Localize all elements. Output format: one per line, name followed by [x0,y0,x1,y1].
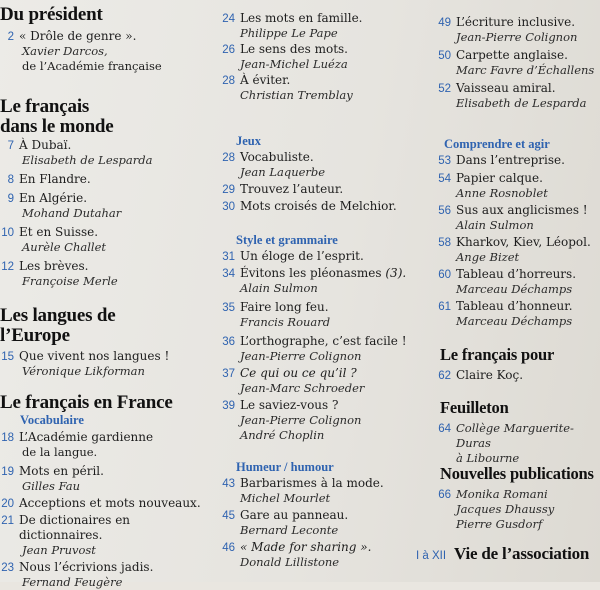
page-number: 12 [1,261,14,273]
entry-title: Carpette anglaise. [456,48,568,62]
entry-title: Le sens des mots. [240,42,348,56]
entry-title: En Algérie. [19,191,88,205]
toc-entry[interactable] [216,334,426,349]
toc-entry[interactable] [216,182,426,197]
entry-title: Que vivent nos langues ! [19,349,170,363]
entry-author: Jean-Michel Luéza [240,57,348,71]
entry-author: Elisabeth de Lesparda [456,96,587,110]
page-number: 18 [1,432,14,444]
entry-title: En Flandre. [19,172,91,186]
toc-entry[interactable] [426,153,600,168]
entry-author: Jean-Marc Schroeder [240,381,365,395]
entry-title: Acceptions et mots nouveaux. [19,496,201,510]
section-jeux [216,134,426,214]
page-number: 62 [438,370,451,382]
entry-author: Marceau Déchamps [456,282,573,296]
entry-title: Évitons les pléonasmes [240,266,382,280]
page-number: 15 [1,351,14,363]
entry-title: Mots en péril. [19,464,104,478]
entry-title: À Dubaï. [19,138,72,152]
entry-title: Gare au panneau. [240,508,349,522]
toc-entry[interactable] [0,225,205,240]
subsection-heading: Vocabulaire [20,413,84,427]
entry-title-suffix: (3). [381,266,407,280]
section-style-cont [426,15,600,111]
entry-author: Donald Lillistone [240,555,340,569]
entry-author: Ange Bizet [456,250,520,264]
entry-author: Jean Laquerbe [240,165,326,179]
entry-title: Les mots en famille. [240,11,363,25]
entry-author: Jean Pruvost [22,543,96,557]
entry-title: Le saviez-vous ? [240,398,339,412]
entry-title: Mots croisés de Melchior. [240,199,397,213]
toc-entry[interactable] [216,476,426,491]
page-number: 23 [1,562,14,574]
toc-entry[interactable] [0,430,205,445]
page-number: 29 [222,184,235,196]
entry-title: Sus aux anglicismes ! [456,203,588,217]
page-number: 53 [438,155,451,167]
toc-entry[interactable] [426,368,600,383]
entry-title: Et en Suisse. [19,225,99,239]
toc-entry[interactable] [216,42,426,57]
page-number: 31 [222,251,235,263]
toc-entry[interactable] [216,249,426,264]
entry-title-line2: à Libourne [456,451,520,465]
entry-title-line2: de la langue. [22,445,98,459]
page-number: 8 [7,174,14,186]
toc-entry[interactable] [0,349,205,364]
toc-entry[interactable] [216,11,426,26]
page-number: 10 [1,227,14,239]
entry-author: Aurèle Challet [22,240,106,254]
entry-title: Claire Koç. [456,368,524,382]
toc-entry[interactable] [0,191,205,206]
section-vocabulaire-cont [216,11,426,103]
page-number: 35 [222,302,235,314]
page-number: 64 [438,423,451,435]
section-heading-line2: dans le monde [0,116,114,137]
section-heading-line2: l’Europe [0,325,70,346]
entry-author: Alain Sulmon [456,218,534,232]
section-heading: Style et grammaire [236,233,338,247]
toc-entry[interactable] [426,81,600,96]
entry-title: Vaisseau amiral. [456,81,556,95]
section-monde [0,97,205,289]
entry-author: Xavier Darcos, [22,44,108,58]
section-publications [426,464,600,532]
toc-entry[interactable] [426,267,600,282]
toc-entry[interactable] [426,487,600,502]
section-heading: Humeur / humour [236,460,334,474]
entry-title: Kharkov, Kiev, Léopol. [456,235,591,249]
entry-title: Trouvez l’auteur. [240,182,344,196]
page-number: 39 [222,400,235,412]
toc-entry[interactable] [0,513,205,543]
page-number: 30 [222,201,235,213]
entry-title: Tableau d’horreurs. [456,267,577,281]
toc-entry[interactable] [0,259,205,274]
toc-entry[interactable] [216,508,426,523]
section-europe [0,306,205,379]
page-number: 46 [222,542,235,554]
entry-title: L’écriture inclusive. [456,15,576,29]
page-number: 28 [222,75,235,87]
toc-entry[interactable] [0,29,205,44]
page-number: 66 [438,489,451,501]
entry-title: Collège Marguerite-Duras [456,421,574,450]
entry-title: Ce qui ou ce qu’il ? [240,366,357,380]
section-president [0,5,205,74]
section-heading: Les langues de [0,305,116,326]
page-number: 21 [1,515,14,527]
page-number: 9 [7,193,14,205]
entry-author: Jean-Pierre Colignon [240,413,362,427]
entry-author: Fernand Feugère [22,575,123,589]
toc-entry[interactable] [216,300,426,315]
entry-author: Françoise Merle [22,274,118,288]
entry-title: Un éloge de l’esprit. [240,249,364,263]
page-number: 49 [438,17,451,29]
entry-author: Pierre Gusdorf [456,517,543,531]
page-number: 34 [222,268,235,280]
entry-author: Philippe Le Pape [240,26,338,40]
entry-author: Gilles Fau [22,479,81,493]
section-association[interactable] [416,544,589,564]
entry-author: Marc Favre d’Échallens [456,63,595,77]
entry-author: Jean-Pierre Colignon [456,30,578,44]
page-number: 37 [222,368,235,380]
toc-entry[interactable] [0,464,205,479]
section-heading: Comprendre et agir [444,137,550,151]
page-number: 56 [438,205,451,217]
entry-title: Les brèves. [19,259,89,273]
toc-entry[interactable] [0,496,205,511]
toc-entry[interactable] [426,48,600,63]
entry-title: L’Académie gardienne [19,430,154,444]
entry-title: Papier calque. [456,171,543,185]
entry-title: « Drôle de genre ». [19,29,137,43]
page-number: 7 [7,140,14,152]
entry-author: Anne Rosnoblet [456,186,548,200]
page-number: 52 [438,83,451,95]
page-number: 54 [438,173,451,185]
page-number: 58 [438,237,451,249]
entry-title: Vocabuliste. [240,150,314,164]
toc-entry[interactable] [426,203,600,218]
toc-entry[interactable] [0,560,205,575]
entry-title: De dictionaires en dictionnaires. [19,513,131,542]
entry-author: Jean-Pierre Colignon [240,349,362,363]
entry-author: André Choplin [240,428,325,442]
toc-entry[interactable] [216,150,426,165]
page-number: 28 [222,152,235,164]
entry-author: Monika Romani [456,487,548,501]
section-heading: Le français pour [440,345,555,364]
section-heading: Le français [0,96,90,117]
section-pour [426,345,600,383]
page-number: 20 [1,498,14,510]
toc-entry[interactable] [0,172,205,187]
toc-entry[interactable] [216,199,426,214]
entry-author: Marceau Déchamps [456,314,573,328]
entry-title: Faire long feu. [240,300,329,314]
toc-entry[interactable] [216,73,426,88]
toc-entry[interactable] [426,421,600,451]
entry-title-wrap [240,266,406,281]
toc-entry[interactable] [216,540,426,555]
toc-entry[interactable] [0,138,205,153]
section-heading: Nouvelles publications [440,464,594,483]
entry-title: À éviter. [240,73,291,87]
toc-entry[interactable] [426,171,600,186]
entry-title: Dans l’entreprise. [456,153,565,167]
section-heading: Du président [0,4,103,25]
toc-entry[interactable] [426,235,600,250]
section-style [216,233,426,443]
entry-author: Elisabeth de Lesparda [22,153,153,167]
page-number: 19 [1,466,14,478]
toc-entry[interactable] [426,299,600,314]
entry-author: Christian Tremblay [240,88,353,102]
entry-author: Michel Mourlet [240,491,331,505]
entry-title: « Made for sharing ». [240,540,372,554]
entry-title: L’orthographe, c’est facile ! [240,334,407,348]
section-heading: Vie de l’association [454,544,590,563]
entry-author: Bernard Leconte [240,523,339,537]
page-range: I à XII [416,550,447,562]
page-number: 2 [7,31,14,43]
entry-title: Barbarismes à la mode. [240,476,384,490]
toc-entry[interactable] [426,15,600,30]
section-comprendre [426,137,600,329]
entry-author: Véronique Likforman [22,364,145,378]
section-heading: Feuilleton [440,398,509,417]
page-number: 61 [438,301,451,313]
subsection-wrap [0,413,205,428]
page-number: 50 [438,50,451,62]
entry-author: Mohand Dutahar [22,206,122,220]
page-number: 43 [222,478,235,490]
entry-author: Jacques Dhaussy [456,502,555,516]
entry-author: Francis Rouard [240,315,331,329]
page-number: 60 [438,269,451,281]
page-number: 26 [222,44,235,56]
section-humeur [216,460,426,570]
page-number: 36 [222,336,235,348]
toc-entry[interactable] [216,366,426,381]
page-number: 45 [222,510,235,522]
entry-title: Nous l’écrivions jadis. [19,560,154,574]
section-heading: Le français en France [0,392,173,413]
page-number: 24 [222,13,235,25]
toc-entry[interactable] [216,398,426,413]
entry-author: Alain Sulmon [240,281,318,295]
entry-title: Tableau d’honneur. [456,299,573,313]
section-heading: Jeux [236,134,261,148]
toc-entry[interactable] [216,266,426,281]
section-france [0,393,205,590]
author-affiliation: de l’Académie française [22,59,162,73]
section-feuilleton [426,398,600,466]
